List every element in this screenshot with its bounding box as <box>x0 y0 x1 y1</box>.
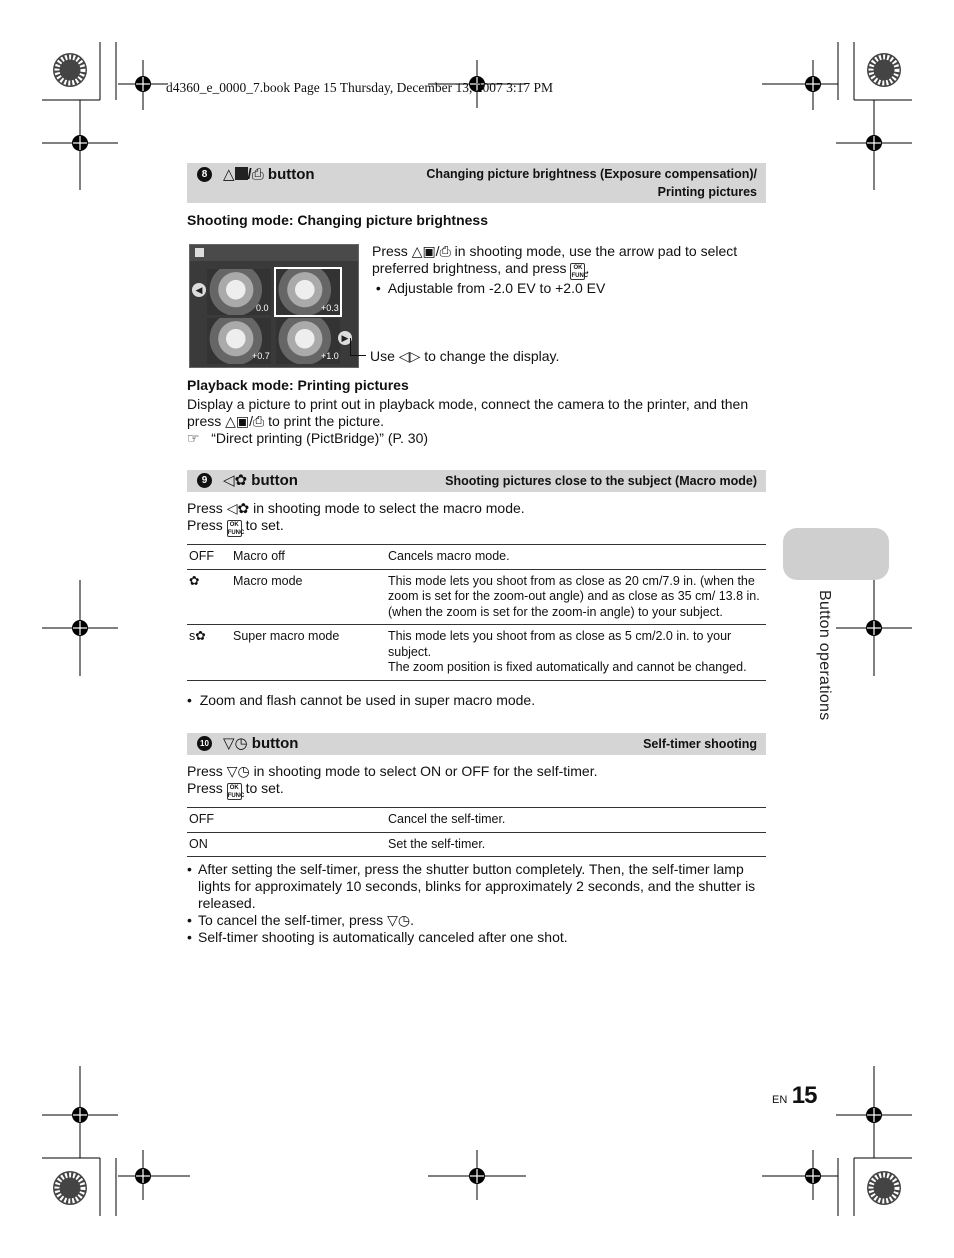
section-8-number: 8 <box>197 167 212 182</box>
shooting-mode-heading: Shooting mode: Changing picture brightness <box>187 212 488 228</box>
ok-func-icon: OK FUNC <box>227 522 245 536</box>
table-row: OFF Macro off Cancels macro mode. <box>187 545 766 570</box>
section-10-header <box>187 733 766 755</box>
macro-icon: ✿ <box>189 573 200 588</box>
thumb-label: +1.0 <box>321 351 339 361</box>
section-10-title: ▽◷ button <box>223 735 299 752</box>
section-10-number: 10 <box>197 736 212 751</box>
section-8-header <box>187 163 766 203</box>
playback-text: Display a picture to print out in playback mode, connect the camera to the printer, and then press △▣/⎙ to print the picture. ☞ “Direct printing (PictBridge)” (P. 30) <box>187 396 749 446</box>
section-9-header <box>187 470 766 492</box>
section-8-title: △ /⎙ button <box>223 166 315 183</box>
up-exposure-print-icon: △▣/⎙ <box>411 243 451 259</box>
super-macro-icon: s✿ <box>189 629 206 643</box>
callout-line <box>350 355 366 356</box>
ok-func-icon: OK FUNC <box>227 785 245 799</box>
thumb-label: +0.3 <box>321 303 339 313</box>
thumb-label: 0.0 <box>256 303 269 313</box>
exposure-icon <box>195 248 204 257</box>
side-tab-label: Button operations <box>816 590 833 721</box>
section-9-note: • Zoom and flash cannot be used in super macro mode. <box>187 692 536 708</box>
section-9-description: Shooting pictures close to the subject (Macro mode) <box>445 474 757 488</box>
table-row: s✿ Super macro mode This mode lets you shoot from as close as 5 cm/2.0 in. to your subject. The zoom position is fixed automatically and cannot be changed. <box>187 625 766 681</box>
language-code: EN <box>772 1094 788 1106</box>
left-right-arrow-icon: ◁▷ <box>398 348 421 364</box>
callout-text: Use ◁▷ to change the display. <box>370 348 560 364</box>
side-tab <box>783 528 889 580</box>
table-row: OFF Cancel the self-timer. <box>187 808 766 833</box>
down-self-timer-icon: ▽◷ <box>223 735 248 752</box>
section-9-number: 9 <box>197 473 212 488</box>
section-10-instructions: Press ▽◷ in shooting mode to select ON or OFF for the self-timer. Press OK FUNC to set. <box>187 763 598 799</box>
callout-line <box>350 338 351 355</box>
up-exposure-print-icon: △ /⎙ <box>223 166 264 183</box>
section-10-description: Self-timer shooting <box>643 737 757 751</box>
down-self-timer-icon: ▽◷ <box>387 912 411 928</box>
section-10-bullets: • After setting the self-timer, press the shutter button completely. Then, the self-timer lamp lights for approximately 10 seconds, blinks for approximately 2 seconds, and the shutter is released. • To cancel the self-timer, press ▽◷. • Self-timer shooting is automatically canceled after one shot. <box>187 861 756 945</box>
reference-icon: ☞ <box>187 430 200 446</box>
left-arrow-icon: ◀ <box>192 283 206 297</box>
page-number-value: 15 <box>791 1082 817 1109</box>
right-arrow-icon: ▶ <box>338 331 352 345</box>
section-8-press-text: Press △▣/⎙ in shooting mode, use the arrow pad to select preferred brightness, and press OK FUNC. • Adjustable from -2.0 EV to +2.0 EV <box>372 243 738 296</box>
left-macro-icon: ◁✿ <box>226 500 250 516</box>
brightness-preview-illustration <box>189 244 359 368</box>
left-macro-icon: ◁✿ <box>223 472 248 489</box>
self-timer-table <box>187 807 766 857</box>
print-slug: d4360_e_0000_7.book Page 15 Thursday, December 13, 2007 3:17 PM <box>166 80 553 95</box>
table-row: ✿ Macro mode This mode lets you shoot from as close as 20 cm/7.9 in. (when the zoom is set for the zoom-out angle) and as close as 35 cm/ 13.8 in. (when the zoom is set for the zoom-in angle) to your subject. <box>187 569 766 625</box>
macro-mode-table <box>187 544 766 681</box>
section-8-description: Changing picture brightness (Exposure compensation)/ Printing pictures <box>426 167 757 199</box>
thumb-label: +0.7 <box>252 351 270 361</box>
up-exposure-print-icon: △▣/⎙ <box>225 413 265 429</box>
page-number <box>772 1082 816 1110</box>
playback-mode-heading: Playback mode: Printing pictures <box>187 377 409 393</box>
section-9-title: ◁✿ button <box>223 472 298 489</box>
table-row: ON Set the self-timer. <box>187 832 766 857</box>
down-self-timer-icon: ▽◷ <box>226 763 250 779</box>
ok-func-icon: OK FUNC <box>571 265 589 279</box>
section-9-instructions: Press ◁✿ in shooting mode to select the macro mode. Press OK FUNC to set. <box>187 500 525 536</box>
